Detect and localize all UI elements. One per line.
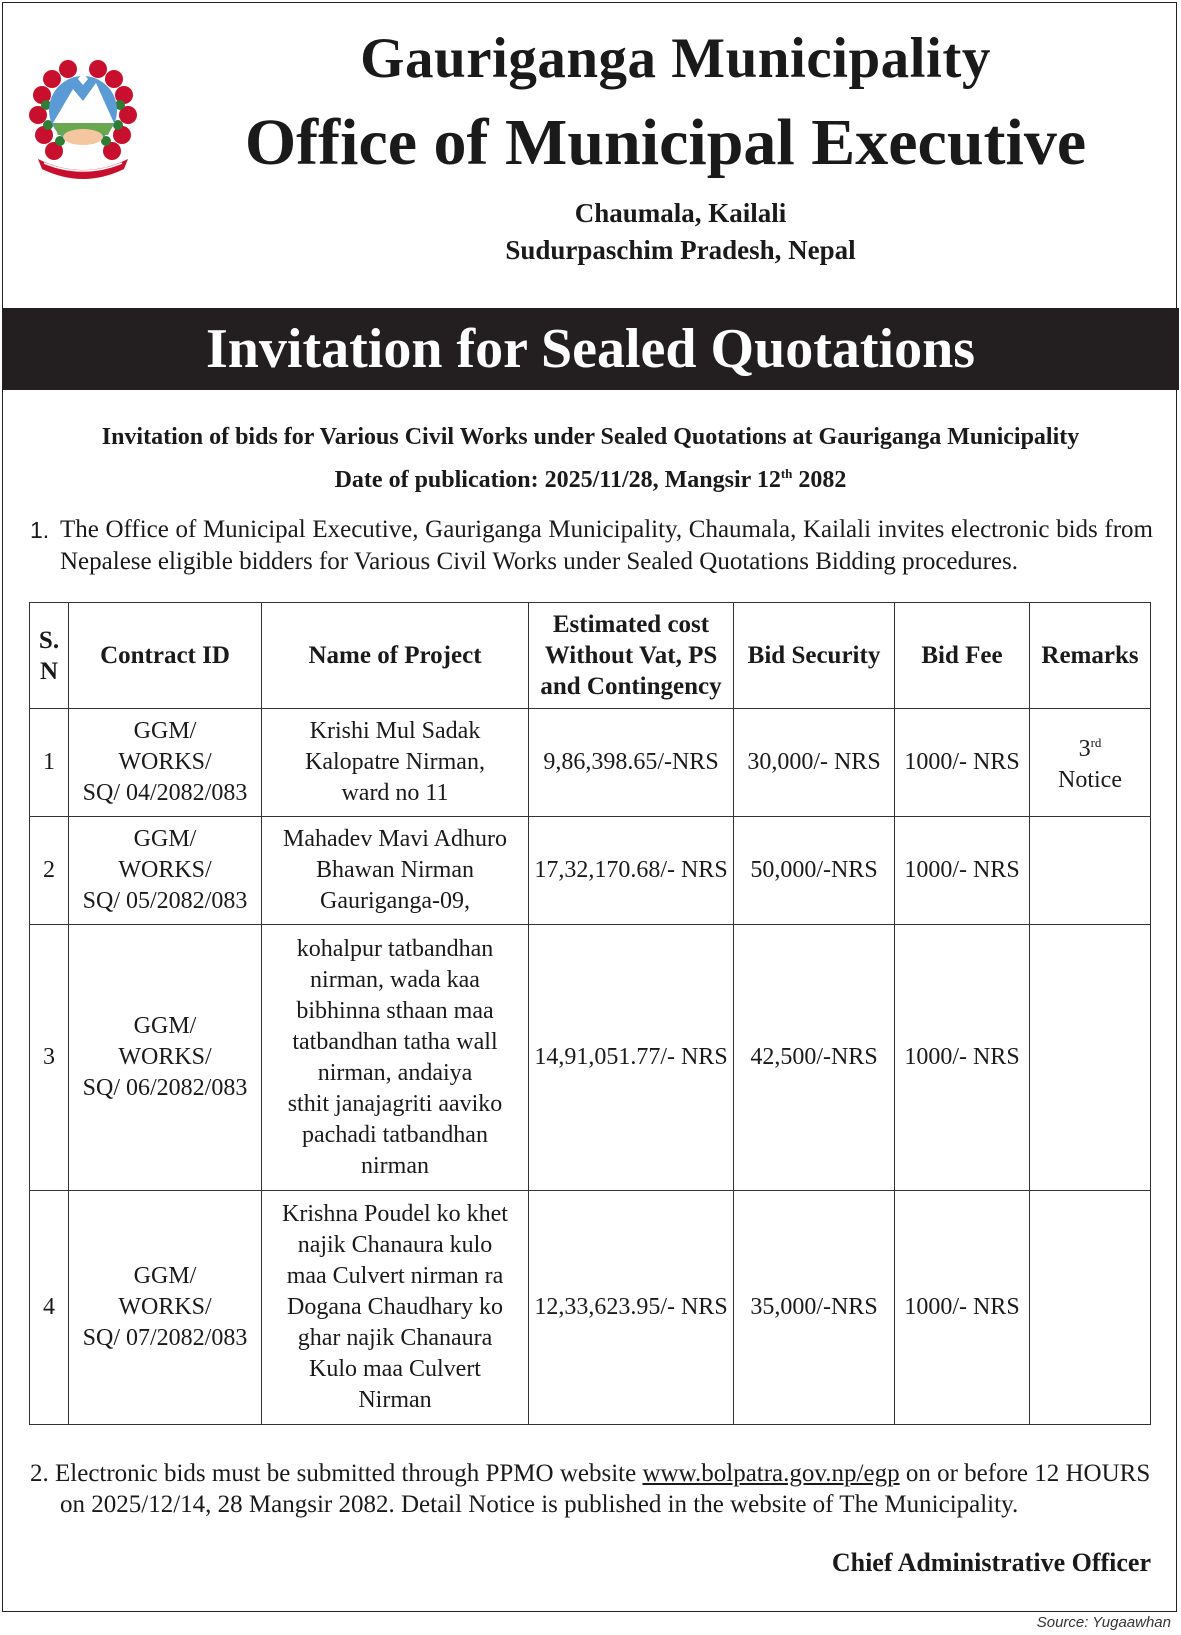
header-contract-id: Contract ID xyxy=(69,603,262,709)
address-line-2: Sudurpaschim Pradesh, Nepal xyxy=(505,235,856,265)
paragraph-2 xyxy=(30,1458,1153,1520)
publication-date-suffix: 2082 xyxy=(792,467,847,493)
cell-project: Mahadev Mavi Adhuro Bhawan Nirman Gauriganga-09, xyxy=(262,817,529,925)
cell-fee: 1000/- NRS xyxy=(895,925,1030,1191)
paragraph-2-text: Electronic bids must be submitted through PPMO website xyxy=(48,1460,643,1487)
cell-fee: 1000/- NRS xyxy=(895,1191,1030,1425)
paragraph-2-text-after-link: on or before 12 HOURS xyxy=(899,1460,1151,1487)
notice-subtitle: Invitation of bids for Various Civil Works under Sealed Quotations at Gauriganga Municipality xyxy=(101,424,1080,450)
cell-cost: 12,33,623.95/- NRS xyxy=(529,1191,734,1425)
source-credit: Source: Yugaawhan xyxy=(1036,1614,1171,1631)
cell-contract-id: GGM/ WORKS/ SQ/ 04/2082/083 xyxy=(69,709,262,817)
cell-cost: 17,32,170.68/- NRS xyxy=(529,817,734,925)
cell-cost: 14,91,051.77/- NRS xyxy=(529,925,734,1191)
paragraph-2-line-1 xyxy=(30,1458,1153,1489)
cell-remarks xyxy=(1030,1191,1151,1425)
table-row xyxy=(30,709,1151,817)
cell-project: Krishi Mul Sadak Kalopatre Nirman, ward no 11 xyxy=(262,709,529,817)
cell-remarks xyxy=(1030,925,1151,1191)
bids-table xyxy=(29,602,1151,1425)
cell-sn: 4 xyxy=(30,1191,69,1425)
cell-project: kohalpur tatbandhan nirman, wada kaa bibhinna sthaan maa tatbandhan tatha wall nirman, andaiya sthit janajagriti aaviko pachadi tatbandhan nirman xyxy=(262,925,529,1191)
cell-security: 35,000/-NRS xyxy=(734,1191,895,1425)
cell-fee: 1000/- NRS xyxy=(895,709,1030,817)
cell-sn: 1 xyxy=(30,709,69,817)
table-row xyxy=(30,925,1151,1191)
bolpatra-link[interactable]: www.bolpatra.gov.np/egp xyxy=(642,1460,900,1487)
cell-security: 50,000/-NRS xyxy=(734,817,895,925)
office-name: Office of Municipal Executive xyxy=(244,106,1087,179)
cell-security: 30,000/- NRS xyxy=(734,709,895,817)
cell-remarks: 3rd Notice xyxy=(1030,709,1151,817)
cell-fee: 1000/- NRS xyxy=(895,817,1030,925)
cell-sn: 2 xyxy=(30,817,69,925)
header-project: Name of Project xyxy=(262,603,529,709)
table-row xyxy=(30,1191,1151,1425)
cell-cost: 9,86,398.65/-NRS xyxy=(529,709,734,817)
paragraph-1-number: 1. xyxy=(30,517,50,543)
header-bid-security: Bid Security xyxy=(734,603,895,709)
address-line-1: Chaumala, Kailali xyxy=(574,198,787,228)
header-estimated-cost: Estimated cost Without Vat, PS and Contingency xyxy=(529,603,734,709)
nepal-emblem-icon xyxy=(18,55,148,183)
cell-security: 42,500/-NRS xyxy=(734,925,895,1191)
table-row xyxy=(30,817,1151,925)
paragraph-1 xyxy=(30,514,1153,578)
cell-contract-id: GGM/ WORKS/ SQ/ 06/2082/083 xyxy=(69,925,262,1191)
cell-contract-id: GGM/ WORKS/ SQ/ 07/2082/083 xyxy=(69,1191,262,1425)
table-header-row xyxy=(30,603,1151,709)
cell-sn: 3 xyxy=(30,925,69,1191)
paragraph-2-line-2: on 2025/12/14, 28 Mangsir 2082. Detail Notice is published in the website of The Municipality. xyxy=(60,1491,1019,1518)
paragraph-2-number: 2. xyxy=(30,1460,49,1487)
publication-date-prefix: Date of publication: 2025/11/28, Mangsir 12 xyxy=(334,467,781,493)
paragraph-1-text: The Office of Municipal Executive, Gauriganga Municipality, Chaumala, Kailali invites electronic bids from Nepalese eligible bidders for Various Civil Works under Sealed Quotations Bidding procedures. xyxy=(60,516,1153,575)
header-bid-fee: Bid Fee xyxy=(895,603,1030,709)
cell-project: Krishna Poudel ko khet najik Chanaura kulo maa Culvert nirman ra Dogana Chaudhary ko ghar najik Chanaura Kulo maa Culvert Nirman xyxy=(262,1191,529,1425)
cell-contract-id: GGM/ WORKS/ SQ/ 05/2082/083 xyxy=(69,817,262,925)
header-remarks: Remarks xyxy=(1030,603,1151,709)
header-sn: S. N xyxy=(30,603,69,709)
notice-banner: Invitation for Sealed Quotations xyxy=(2,308,1179,390)
publication-date xyxy=(0,466,1181,494)
municipality-name: Gauriganga Municipality xyxy=(360,27,991,90)
publication-date-sup: th xyxy=(780,466,793,481)
signature: Chief Administrative Officer xyxy=(831,1548,1151,1577)
cell-remarks xyxy=(1030,817,1151,925)
